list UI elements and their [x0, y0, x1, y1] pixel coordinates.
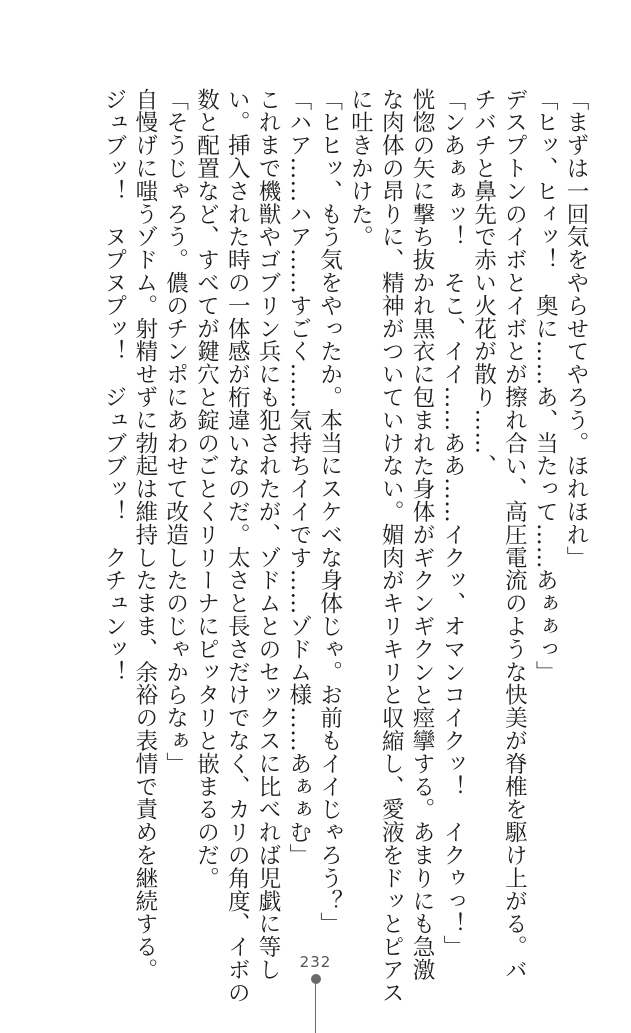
text-line: い。挿入された時の一体感が桁違いなのだ。太さと長さだけでなく、カリの角度、イボの — [224, 88, 251, 1004]
text-line: 「ヒッ、ヒィッ！ 奥に……あ、当たって……あぁぁっ」 — [532, 88, 559, 684]
text-line: 恍惚の矢に撃ち抜かれ黒衣に包まれた身体がギクンギクンと痙攣する。あまりにも急激 — [409, 88, 436, 982]
text-line: 「ンあぁぁッ！ そこ、イイ……ああ……イクッ、オマンコイクッ！ イクゥっ！」 — [439, 88, 466, 959]
folio-line — [315, 983, 316, 1033]
text-line: 「ハア……ハア……すごく……気持ちイイです……ゾドム様……あぁぁむ」 — [285, 88, 312, 867]
text-line: これまで機獣やゴブリン兵にも犯されたが、ゾドムとのセックスに比べれば児戯に等し — [255, 88, 282, 982]
text-line: 「そうじゃろう。儂のチンポにあわせて改造したのじゃからなぁ」 — [162, 88, 189, 775]
text-line: に吐きかけた。 — [347, 88, 374, 249]
text-line: デスプトンのイボとイボとが擦れ合い、高圧電流のような快美が脊椎を駆け上がる。バ — [501, 88, 528, 982]
text-line: な肉体の昂りに、精神がついていけない。媚肉がキリキリと収縮し、愛液をドッとピアス — [378, 88, 405, 1004]
text-line: ジュブッ！ ヌプヌプッ！ ジュブブッ！ クチュンッ！ — [101, 88, 128, 684]
text-line: 「まずは一回気をやらせてやろう。ほれほれ」 — [563, 88, 589, 569]
folio-marker — [310, 974, 322, 1033]
text-line: 数と配置など、すべてが鍵穴と錠のごとくリリーナにピッタリと嵌まるのだ。 — [193, 88, 220, 890]
text-line: 「ヒヒッ、もう気をやったか。本当にスケベな身体じゃ。お前もイイじゃろう？」 — [316, 88, 343, 936]
text-line: 自慢げに嗤うゾドム。射精せずに勃起は維持したまま、余裕の表情で責めを継続する。 — [131, 88, 158, 982]
text-line: チバチと鼻先で赤い火花が散り……、 — [470, 88, 497, 478]
page-number: 232 — [299, 953, 332, 971]
